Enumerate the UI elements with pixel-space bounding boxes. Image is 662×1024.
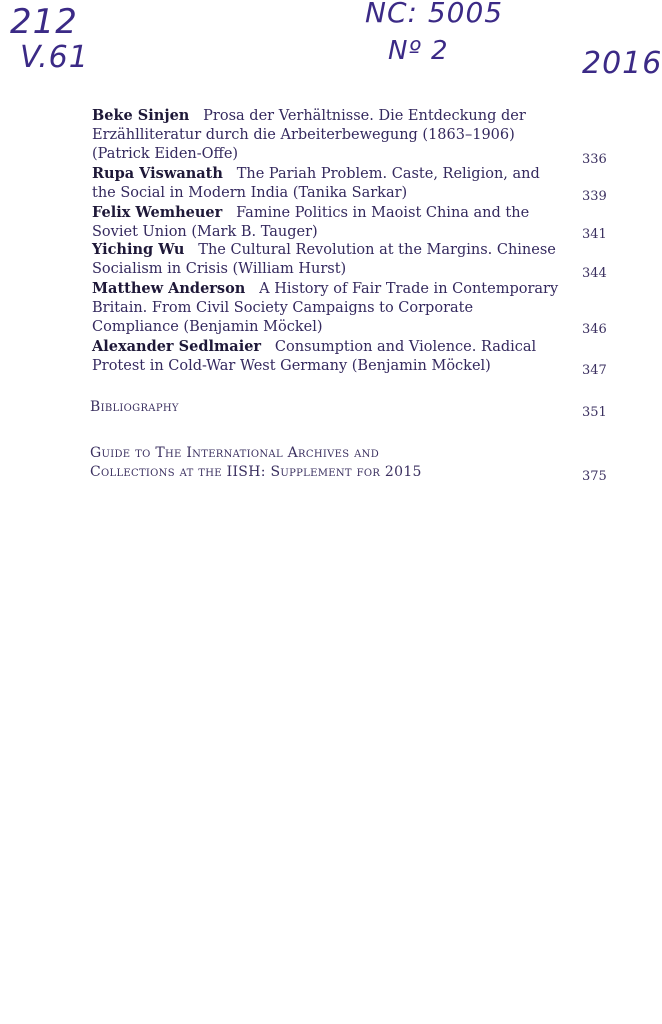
entry-title: Famine Politics in Maoist China and the Soviet Union (Mark B. Tauger) bbox=[92, 205, 530, 240]
entry-page-number: 347 bbox=[582, 363, 607, 378]
entry-page-number: 346 bbox=[582, 322, 607, 337]
section-page-number: 375 bbox=[582, 469, 607, 484]
section-bibliography: Bibliography bbox=[90, 399, 179, 415]
handwritten-issue-number: Nº 2 bbox=[388, 36, 449, 66]
entry-author: Rupa Viswanath bbox=[92, 165, 223, 182]
handwritten-nc-number: NC: 5005 bbox=[365, 0, 504, 29]
entry-author: Alexander Sedlmaier bbox=[92, 338, 262, 355]
entry-title: Prosa der Verhältnisse. Die Entdeckung der Erzählliteratur durch die Arbeiterbewegung (1863–1906) (Patrick Eiden-Offe) bbox=[92, 108, 526, 162]
entry-title: Consumption and Violence. Radical Protest in Cold-War West Germany (Benjamin Möckel) bbox=[92, 339, 537, 374]
toc-entry bbox=[92, 279, 562, 337]
entry-title: The Pariah Problem. Caste, Religion, and the Social in Modern India (Tanika Sarkar) bbox=[92, 166, 540, 201]
entry-author: Matthew Anderson bbox=[92, 280, 246, 297]
section-guide-line-2: Collections at the IISH: Supplement for 2015 bbox=[90, 464, 422, 480]
handwritten-volume: V.61 bbox=[20, 40, 89, 75]
section-guide-line-1: Guide to The International Archives and bbox=[90, 445, 380, 461]
section-page-number: 351 bbox=[582, 405, 607, 420]
entry-author: Felix Wemheuer bbox=[92, 204, 223, 221]
entry-title: A History of Fair Trade in Contemporary Britain. From Civil Society Campaigns to Corporate Compliance (Benjamin Möckel) bbox=[92, 281, 559, 335]
entry-page-number: 336 bbox=[582, 152, 607, 167]
entry-page-number: 341 bbox=[582, 227, 607, 242]
entry-page-number: 344 bbox=[582, 266, 607, 281]
entry-title: The Cultural Revolution at the Margins. Chinese Socialism in Crisis (William Hurst) bbox=[92, 242, 556, 277]
entry-page-number: 339 bbox=[582, 189, 607, 204]
entry-author: Beke Sinjen bbox=[92, 107, 190, 124]
toc-entry bbox=[92, 106, 562, 164]
toc-entry bbox=[92, 240, 562, 279]
handwritten-year: 2016 bbox=[582, 46, 662, 81]
handwritten-shelf-number: 212 bbox=[10, 2, 78, 42]
toc-entry bbox=[92, 164, 562, 203]
entry-author: Yiching Wu bbox=[92, 241, 185, 258]
section-guide-archives bbox=[90, 444, 560, 482]
toc-entry bbox=[92, 337, 562, 376]
toc-entry bbox=[92, 203, 562, 242]
